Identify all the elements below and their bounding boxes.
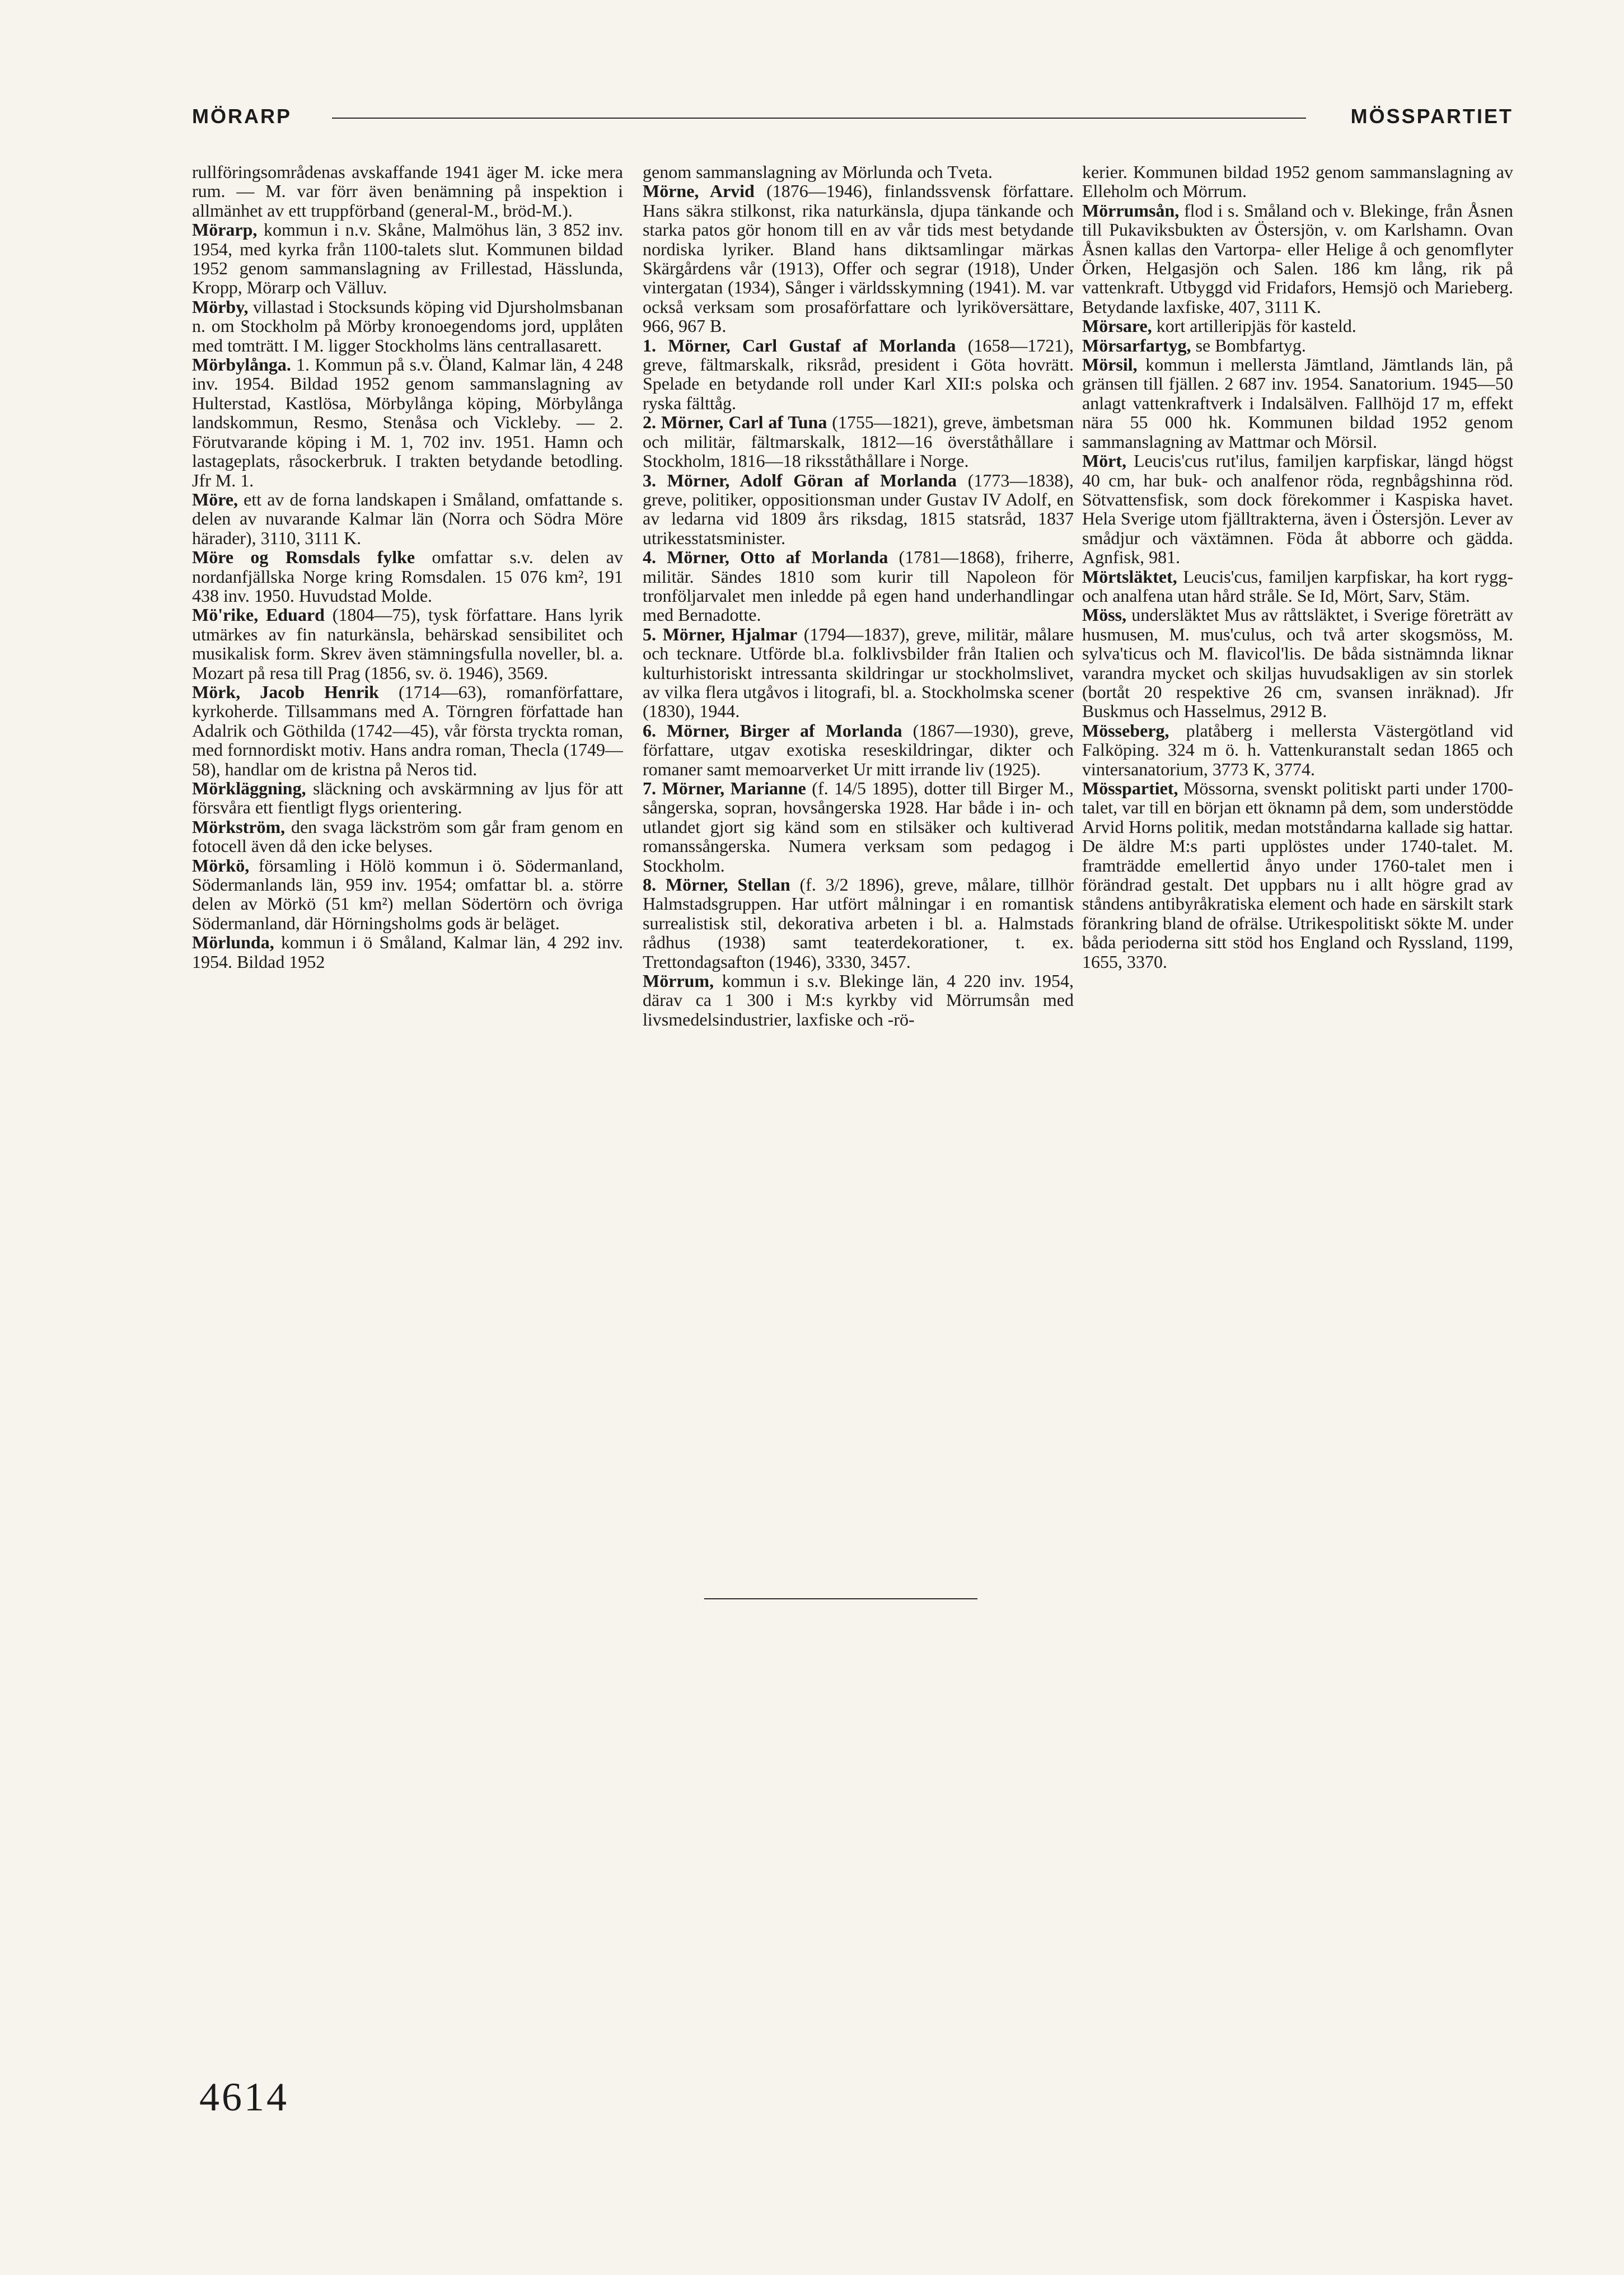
dictionary-entry xyxy=(1082,567,1513,606)
dictionary-entry xyxy=(1082,605,1513,720)
entry-text: kerier. Kommunen bildad 1952 genom sammanslagning av Elleholm och Mörrum. xyxy=(1082,162,1513,202)
entry-text: kommun i s.v. Blekinge län, 4 220 inv. 1954, därav ca 1 300 i M:s kyrkby vid Mörrumsån med livsmedelsindustrier, laxfiske och -rö- xyxy=(643,971,1074,1029)
dictionary-entry xyxy=(643,471,1074,548)
entry-text: (1773—1838), greve, politiker, oppositionsman under Gustav IV Adolf, en av ledarna vid 1809 års riksdag, 1815 statsråd, 1837 utrikesstatsminister. xyxy=(643,470,1074,548)
entry-text: rullföringsområdenas avskaffande 1941 äger M. icke mera rum. — M. var förr även benämning på inspektion i allmänhet av ett truppförband (general-M., bröd-M.). xyxy=(192,162,623,221)
entry-text: villastad i Stocksunds köping vid Djursholmsbanan n. om Stockholm på Mörby kronoegendoms jord, upplåten med tomträtt. I M. ligger Stockholms läns centrallasarett. xyxy=(192,296,623,355)
entry-text: kommun i ö Småland, Kalmar län, 4 292 inv. 1954. Bildad 1952 xyxy=(192,932,623,972)
entry-headword: 4. Mörner, Otto af Morlanda xyxy=(643,547,888,568)
entry-text: undersläktet Mus av råttsläktet, i Sverige företrätt av husmusen, M. mus'culus, och två arter skogsmöss, M. sylva'ticus och M. flavicol'lis. De båda sistnämnda liknar varandra mycket och skiljas huvudsakligen av sin storlek (bortåt 20 respektive 26 cm, svansen inräknad). Jfr Buskmus och Hasselmus, 2912 B. xyxy=(1082,605,1513,722)
entry-text: ett av de forna landskapen i Småland, omfattande s. delen av nuvarande Kalmar län (Norra och Södra Möre härader), 3110, 3111 K. xyxy=(192,489,623,548)
entry-headword: Mörne, Arvid xyxy=(643,181,755,202)
entry-headword: Möss, xyxy=(1082,605,1127,625)
dictionary-entry xyxy=(1082,355,1513,451)
dictionary-entry xyxy=(643,779,1074,875)
running-head-right: MÖSSPARTIET xyxy=(1350,105,1513,128)
dictionary-entry xyxy=(1082,201,1513,316)
entry-headword: Mörrumsån, xyxy=(1082,200,1180,221)
dictionary-entry xyxy=(192,490,623,547)
entry-text: omfattar s.v. delen av nordanfjällska Norge kring Romsdalen. 15 076 km², 191 438 inv. 1950. Huvudstad Molde. xyxy=(192,547,623,606)
header-rule xyxy=(332,118,1306,119)
entry-text: (1876—1946), finlandssvensk författare. Hans säkra stilkonst, rika naturkänsla, djupa tänkande och starka patos gör honom till en av vår tids mest betydande nordiska lyriker. Bland hans diktsamlingar märkas Skärgårdens vår (1913), Offer och segrar (1918), Under vintergatan (1934), Sånger i världsskymning (1941). M. var också verksam som prosaförfattare och lyriköversättare, 966, 967 B. xyxy=(643,181,1074,336)
entry-headword: Mörlunda, xyxy=(192,932,274,953)
dictionary-entry xyxy=(1082,721,1513,779)
entry-text: (1804—75), tysk författare. Hans lyrik utmärkes av fin naturkänsla, behärskad sensibilitet och musikalisk form. Skrev även stämningsfulla noveller, bl. a. Mozart på resa till Prag (1856, sv. ö. 1946), 3569. xyxy=(192,605,623,683)
entry-headword: Mörkström, xyxy=(192,816,286,837)
column-3 xyxy=(1082,162,1513,2066)
dictionary-entry xyxy=(192,682,623,779)
column-2 xyxy=(643,162,1074,2066)
entry-headword: Mösspartiet, xyxy=(1082,778,1178,798)
dictionary-entry xyxy=(192,779,623,817)
dictionary-entry xyxy=(1082,336,1513,355)
dictionary-entry xyxy=(1082,162,1513,201)
entry-headword: Mörkläggning, xyxy=(192,778,306,798)
entry-text: se Bombfartyg. xyxy=(1191,335,1306,355)
entry-headword: Mörrum, xyxy=(643,971,714,991)
entry-text: församling i Hölö kommun i ö. Södermanland, Södermanlands län, 959 inv. 1954; omfattar bl. a. större delen av Mörkö (51 km²) mellan Södertörn och övriga Södermanland, där Hörningsholms gods är beläget. xyxy=(192,855,623,933)
entry-headword: Mörsil, xyxy=(1082,354,1138,375)
dictionary-entry xyxy=(643,162,1074,181)
dictionary-entry xyxy=(192,605,623,682)
entry-headword: 3. Mörner, Adolf Göran af Morlanda xyxy=(643,470,957,490)
entry-headword: Mörby, xyxy=(192,296,249,317)
entry-text: (1794—1837), greve, militär, målare och tecknare. Utförde bl.a. folklivsbilder från Italien och kulturhistoriskt intressanta skildringar ur stockholmslivet, av vilka flera utgåvos i litografi, bl. a. Stockholmska scener (1830), 1944. xyxy=(643,624,1074,722)
dictionary-entry xyxy=(643,875,1074,971)
dictionary-entry xyxy=(192,547,623,605)
dictionary-entry xyxy=(192,220,623,297)
dictionary-entry xyxy=(192,162,623,220)
entry-text: (1658—1721), greve, fältmarskalk, riksråd, president i Göta hovrätt. Spelade en betydande roll under Karl XII:s polska och ryska fälttåg. xyxy=(643,335,1074,413)
entry-headword: Mörkö, xyxy=(192,855,250,876)
dictionary-entry xyxy=(1082,779,1513,971)
entry-headword: 1. Mörner, Carl Gustaf af Morlanda xyxy=(643,335,956,355)
entry-headword: Mörsare, xyxy=(1082,316,1152,336)
entry-headword: Mört, xyxy=(1082,451,1127,471)
page-number: 4614 xyxy=(199,2075,289,2119)
dictionary-entry xyxy=(643,181,1074,335)
entry-text: Leucis'cus rut'ilus, familjen karpfiskar, längd högst 40 cm, har buk- och analfenor röda, regnbågshinna röd. Sötvattensfisk, som dock förekommer i Kaspiska havet. Hela Sverige utom fjälltrakterna, även i Östersjön. Lever av smådjur och växtämnen. Föda åt abborre och gädda. Agnfisk, 981. xyxy=(1082,451,1513,568)
entry-headword: Mösseberg, xyxy=(1082,720,1169,741)
entry-text: genom sammanslagning av Mörlunda och Tveta. xyxy=(643,162,993,182)
entry-headword: 5. Mörner, Hjalmar xyxy=(643,624,798,644)
entry-headword: 2. Mörner, Carl af Tuna xyxy=(643,412,827,433)
end-rule xyxy=(704,1598,977,1599)
entry-headword: Mörtsläktet, xyxy=(1082,566,1177,587)
entry-headword: Möre og Romsdals fylke xyxy=(192,547,415,568)
entry-text: (1755—1821), greve, ämbetsman och militär, fältmarskalk, 1812—16 överståthållare i Stockholm, 1816—18 riksståthållare i Norge. xyxy=(643,412,1074,471)
dictionary-entry xyxy=(643,721,1074,779)
entry-text: (1714—63), romanförfattare, kyrkoherde. Tillsammans med A. Törngren författade han Adalrik och Göthilda (1742—45), vår första tryckta roman, med fornnordiskt motiv. Hans andra roman, Thecla (1749—58), handlar om de kristna på Neros tid. xyxy=(192,681,623,779)
dictionary-entry xyxy=(192,817,623,856)
entry-text: flod i s. Småland och v. Blekinge, från Åsnen till Pukaviksbukten av Östersjön, v. om Karlshamn. Ovan Åsnen kallas den Vartorpa- eller Helige å och genomflyter Örken, Helgasjön och Salen. 186 km lång, rik på vattenkraft. Utbyggd vid Fridafors, Hemsjö och Marieberg. Betydande laxfiske, 407, 3111 K. xyxy=(1082,200,1513,317)
running-header xyxy=(192,99,1513,134)
entry-text: 1. Kommun på s.v. Öland, Kalmar län, 4 248 inv. 1954. Bildad 1952 genom sammanslagning av Hulterstad, Kastlösa, Mörbylånga köping, Mörbylånga landskommun, Resmo, Stenåsa och Vickleby. — 2. Förutvarande köping i M. 1, 702 inv. 1951. Hamn och lastageplats, råsockerbruk. I trakten betydande betodling. Jfr M. 1. xyxy=(192,354,623,490)
entry-text: Mössorna, svenskt politiskt parti under 1700-talet, var till en början ett öknamn på dem, som understödde Arvid Horns politik, medan motståndarna kallade sig hattar. De äldre M:s parti upplöstes under 1740-talet. M. framträdde emellertid ånyo under 1760-talet men i förändrad gestalt. Det uppbars nu i allt högre grad av ståndens antibyråkratiska element och hade en särskilt stark förankring bland de ofrälse. Utrikespolitiskt sökte M. under båda perioderna sitt stöd hos England och Ryssland, 1199, 1655, 3370. xyxy=(1082,778,1513,972)
dictionary-entry xyxy=(643,625,1074,721)
entry-headword: Mörk, Jacob Henrik xyxy=(192,681,379,702)
entry-headword: Mö'rike, Eduard xyxy=(192,605,325,625)
dictionary-entry xyxy=(643,413,1074,470)
dictionary-entry xyxy=(192,856,623,933)
running-head-left: MÖRARP xyxy=(192,105,292,128)
entry-text: (1781—1868), friherre, militär. Sändes 1810 som kurir till Napoleon för tronföljarvalet men inledde på egen hand underhandlingar med Bernadotte. xyxy=(643,547,1074,625)
dictionary-entry xyxy=(192,297,623,355)
entry-text: (1867—1930), greve, författare, utgav exotiska reseskildringar, dikter och romaner samt memoarverket Ur mitt irrande liv (1925). xyxy=(643,720,1074,779)
entry-headword: Mörarp, xyxy=(192,219,258,240)
entry-text: kommun i n.v. Skåne, Malmöhus län, 3 852 inv. 1954, med kyrka från 1100-talets slut. Kommunen bildad 1952 genom sammanslagning av Frillestad, Hässlunda, Kropp, Mörarp och Välluv. xyxy=(192,219,623,298)
dictionary-entry xyxy=(643,971,1074,1029)
entry-headword: Möre, xyxy=(192,489,238,509)
dictionary-entry xyxy=(192,933,623,971)
entry-headword: Mörbylånga. xyxy=(192,354,291,375)
entry-text: (f. 14/5 1895), dotter till Birger M., sångerska, sopran, hovsångerska 1928. Har både i in- och utlandet gjort sig känd som en stilsäker och kultiverad romanssångerska. Numera verksam som pedagog i Stockholm. xyxy=(643,778,1074,876)
dictionary-entry xyxy=(643,336,1074,413)
column-1 xyxy=(192,162,623,2066)
entry-text: släckning och avskärmning av ljus för att försvåra ett fientligt flygs orientering. xyxy=(192,778,623,818)
entry-headword: Mörsarfartyg, xyxy=(1082,335,1191,355)
entry-text: Leucis'cus, familjen karpfiskar, ha kort rygg- och analfena utan hård stråle. Se Id, Mört, Sarv, Stäm. xyxy=(1082,566,1513,606)
entry-text: kort artilleripjäs för kasteld. xyxy=(1152,316,1356,336)
entry-text: (f. 3/2 1896), greve, målare, tillhör Halmstadsgruppen. Har utfört målningar i en romantisk surrealistisk stil, dekorativa arbeten i bl. a. Halmstads rådhus (1938) samt teaterdekorationer, t. ex. Trettondagsafton (1946), 3330, 3457. xyxy=(643,874,1074,972)
dictionary-entry xyxy=(643,547,1074,625)
entry-text: den svaga läckström som går fram genom en fotocell även då den icke belyses. xyxy=(192,816,623,856)
entry-headword: 7. Mörner, Marianne xyxy=(643,778,806,798)
entry-text: kommun i mellersta Jämtland, Jämtlands län, på gränsen till fjällen. 2 687 inv. 1954. Sanatorium. 1945—50 anlagt vattenkraftverk i Indalsälven. Fallhöjd 17 m, effekt nära 55 000 hk. Kommunen bildad 1952 genom sammanslagning av Mattmar och Mörsil. xyxy=(1082,354,1513,452)
dictionary-entry xyxy=(192,355,623,490)
entry-text: platåberg i mellersta Västergötland vid Falköping. 324 m ö. h. Vattenkuranstalt sedan 1865 och vintersanatorium, 3773 K, 3774. xyxy=(1082,720,1513,779)
dictionary-entry xyxy=(1082,316,1513,335)
entry-headword: 6. Mörner, Birger af Morlanda xyxy=(643,720,902,741)
entry-headword: 8. Mörner, Stellan xyxy=(643,874,790,895)
dictionary-entry xyxy=(1082,451,1513,567)
